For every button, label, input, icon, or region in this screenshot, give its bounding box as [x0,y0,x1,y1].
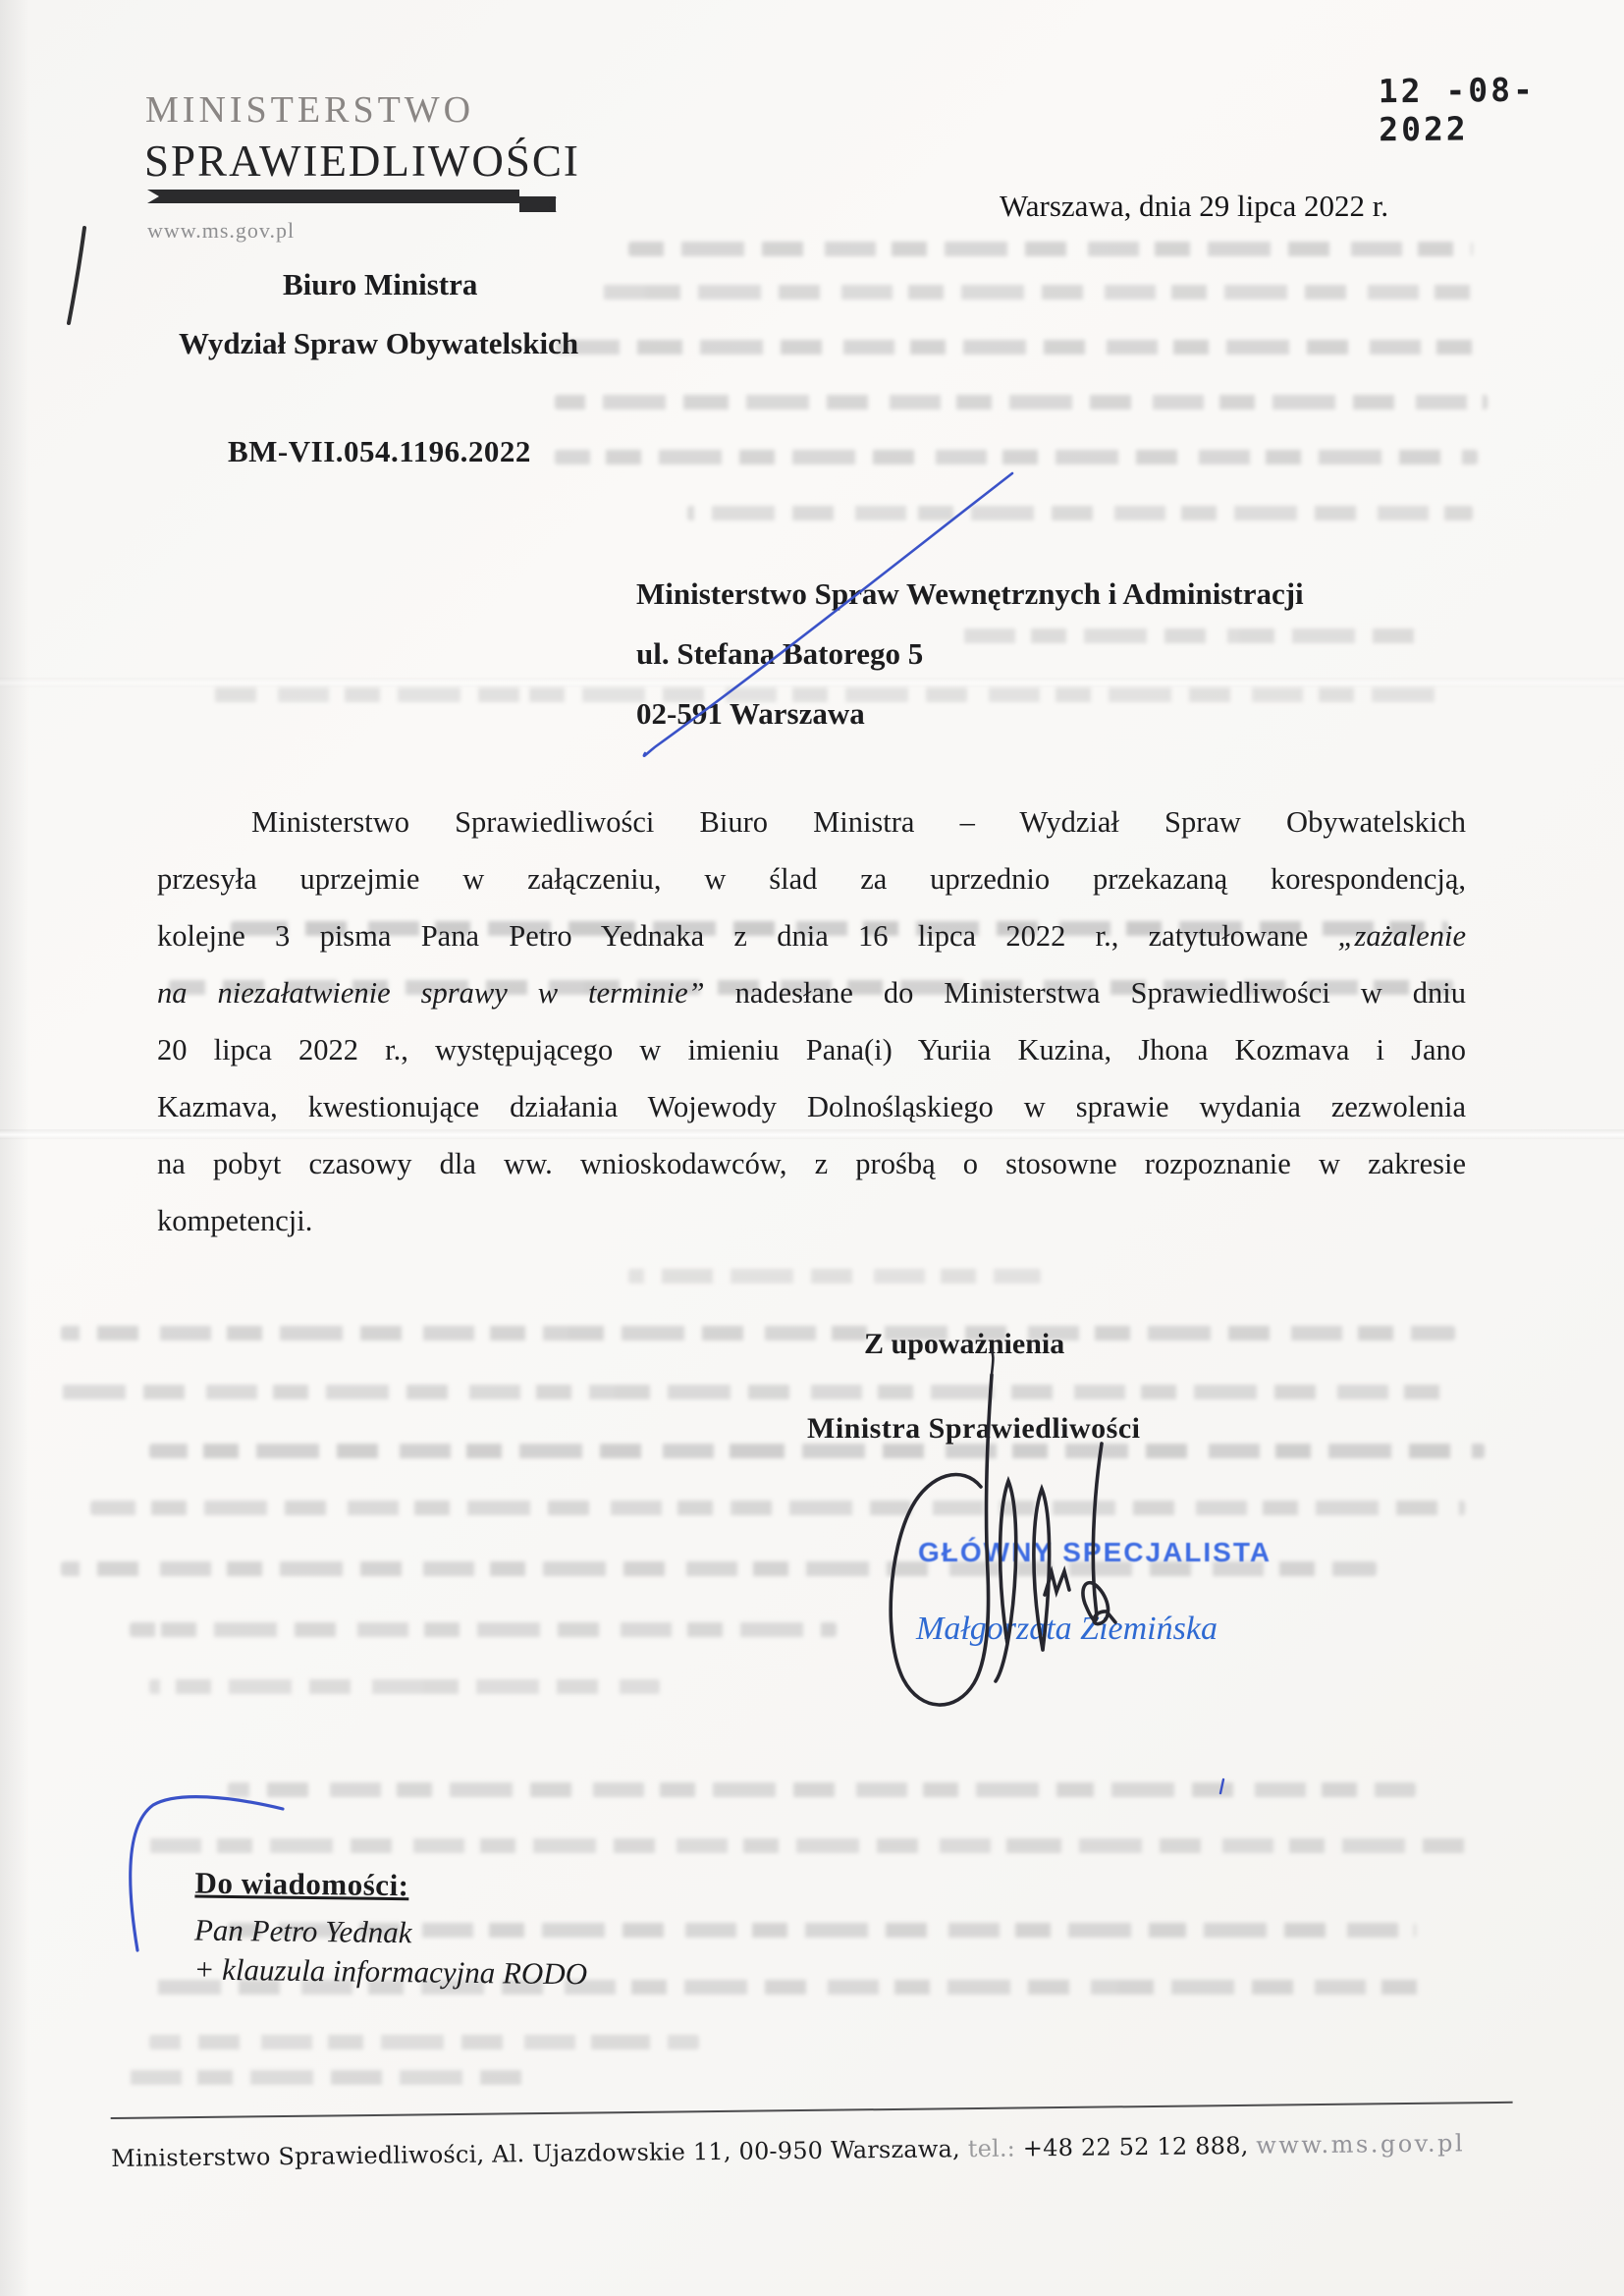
letterhead-website: www.ms.gov.pl [147,218,296,243]
body-line: na niezałatwienie sprawy w terminie” nadesłane do Ministerstwa Sprawiedliwości w dniu [157,976,1466,1010]
cc-block [193,1866,588,1993]
recipient-line3: 02-591 Warszawa [636,696,865,731]
received-date-stamp: 12 -08- 2022 [1378,70,1537,149]
ministry-logo-line2: SPRAWIEDLIWOŚCI [144,137,580,186]
cc-heading: Do wiadomości: [194,1865,409,1903]
bleed-through-text [90,1501,1465,1515]
body-line: kolejne 3 pisma Pana Petro Yednaka z dnia 16 lipca 2022 r., zatytułowane „zażalenie [157,919,1466,953]
recipient-line1: Ministerstwo Spraw Wewnętrznych i Administracji [636,576,1304,611]
bleed-through-text [687,506,1473,520]
body-line: przesyła uprzejmie w załączeniu, w ślad za uprzednio przekazaną korespondencją, [157,862,1466,896]
bleed-through-text [61,1385,1455,1399]
scan-edge-shading [0,0,29,2296]
bleed-through-text [149,1444,1485,1458]
footer-text [111,2129,1515,2172]
bleed-through-text [228,1782,1416,1797]
body-line: na pobyt czasowy dla ww. wnioskodawców, z prośbą o stosowne rozpoznanie w zakresie [157,1147,1466,1180]
footer-address: Ministerstwo Sprawiedliwości, Al. Ujazdowskie 11, 00-950 Warszawa, [111,2135,968,2172]
handwritten-signature [891,1349,1115,1705]
bleed-through-text [149,2035,699,2050]
authorization-line2: Ministra Sprawiedliwości [807,1412,1141,1445]
bleed-through-text [628,242,1473,256]
body-line: kompetencji. [157,1204,313,1237]
bleed-through-text [110,2070,522,2085]
bleed-through-text [149,1838,1485,1853]
body-line: 20 lipca 2022 r., występującego w imieniu Pana(i) Yuriia Kuzina, Jhona Kozmava i Jano [157,1033,1466,1066]
ministry-logo-line1: MINISTERSTWO [145,89,475,131]
footer [111,2102,1516,2172]
authorization-line1: Z upoważnienia [864,1328,1065,1360]
footer-tel-label: tel.: [967,2134,1023,2163]
footer-phone: +48 22 52 12 888, [1022,2131,1257,2162]
recipient-line2: ul. Stefana Batorego 5 [636,636,924,671]
bleed-through-text [555,450,1478,465]
bleed-through-text [130,1622,837,1637]
job-title-stamp: GŁÓWNY SPECJALISTA [918,1537,1272,1567]
case-number: BM-VII.054.1196.2022 [228,434,531,468]
bleed-through-text [555,395,1488,410]
recipient-address [636,564,1304,743]
bleed-through-text [599,285,1483,300]
letter-body [157,793,1466,1249]
cc-recipient: Pan Petro Yednak [193,1912,412,1950]
body-line: Ministerstwo Sprawiedliwości Biuro Ministra – Wydział Spraw Obywatelskich [251,805,1466,839]
place-and-date: Warszawa, dnia 29 lipca 2022 r. [1000,189,1389,223]
office-name: Biuro Ministra [283,267,478,301]
cc-attachment-note: + klauzula informacyjna RODO [193,1951,588,1992]
bleed-through-text [61,1326,1455,1340]
bleed-through-text [149,1679,660,1694]
footer-rule [111,2102,1513,2119]
body-line: Kazmava, kwestionujące działania Wojewody Dolnośląskiego w sprawie wydania zezwolenia [157,1090,1466,1123]
footer-website: www.ms.gov.pl [1256,2129,1466,2159]
margin-slash-mark [69,228,84,323]
bleed-through-text [628,1269,1041,1284]
bleed-through-text [555,340,1488,355]
department-name: Wydział Spraw Obywatelskich [179,326,579,360]
signer-name: Małgorzata Ziemińska [916,1611,1218,1647]
